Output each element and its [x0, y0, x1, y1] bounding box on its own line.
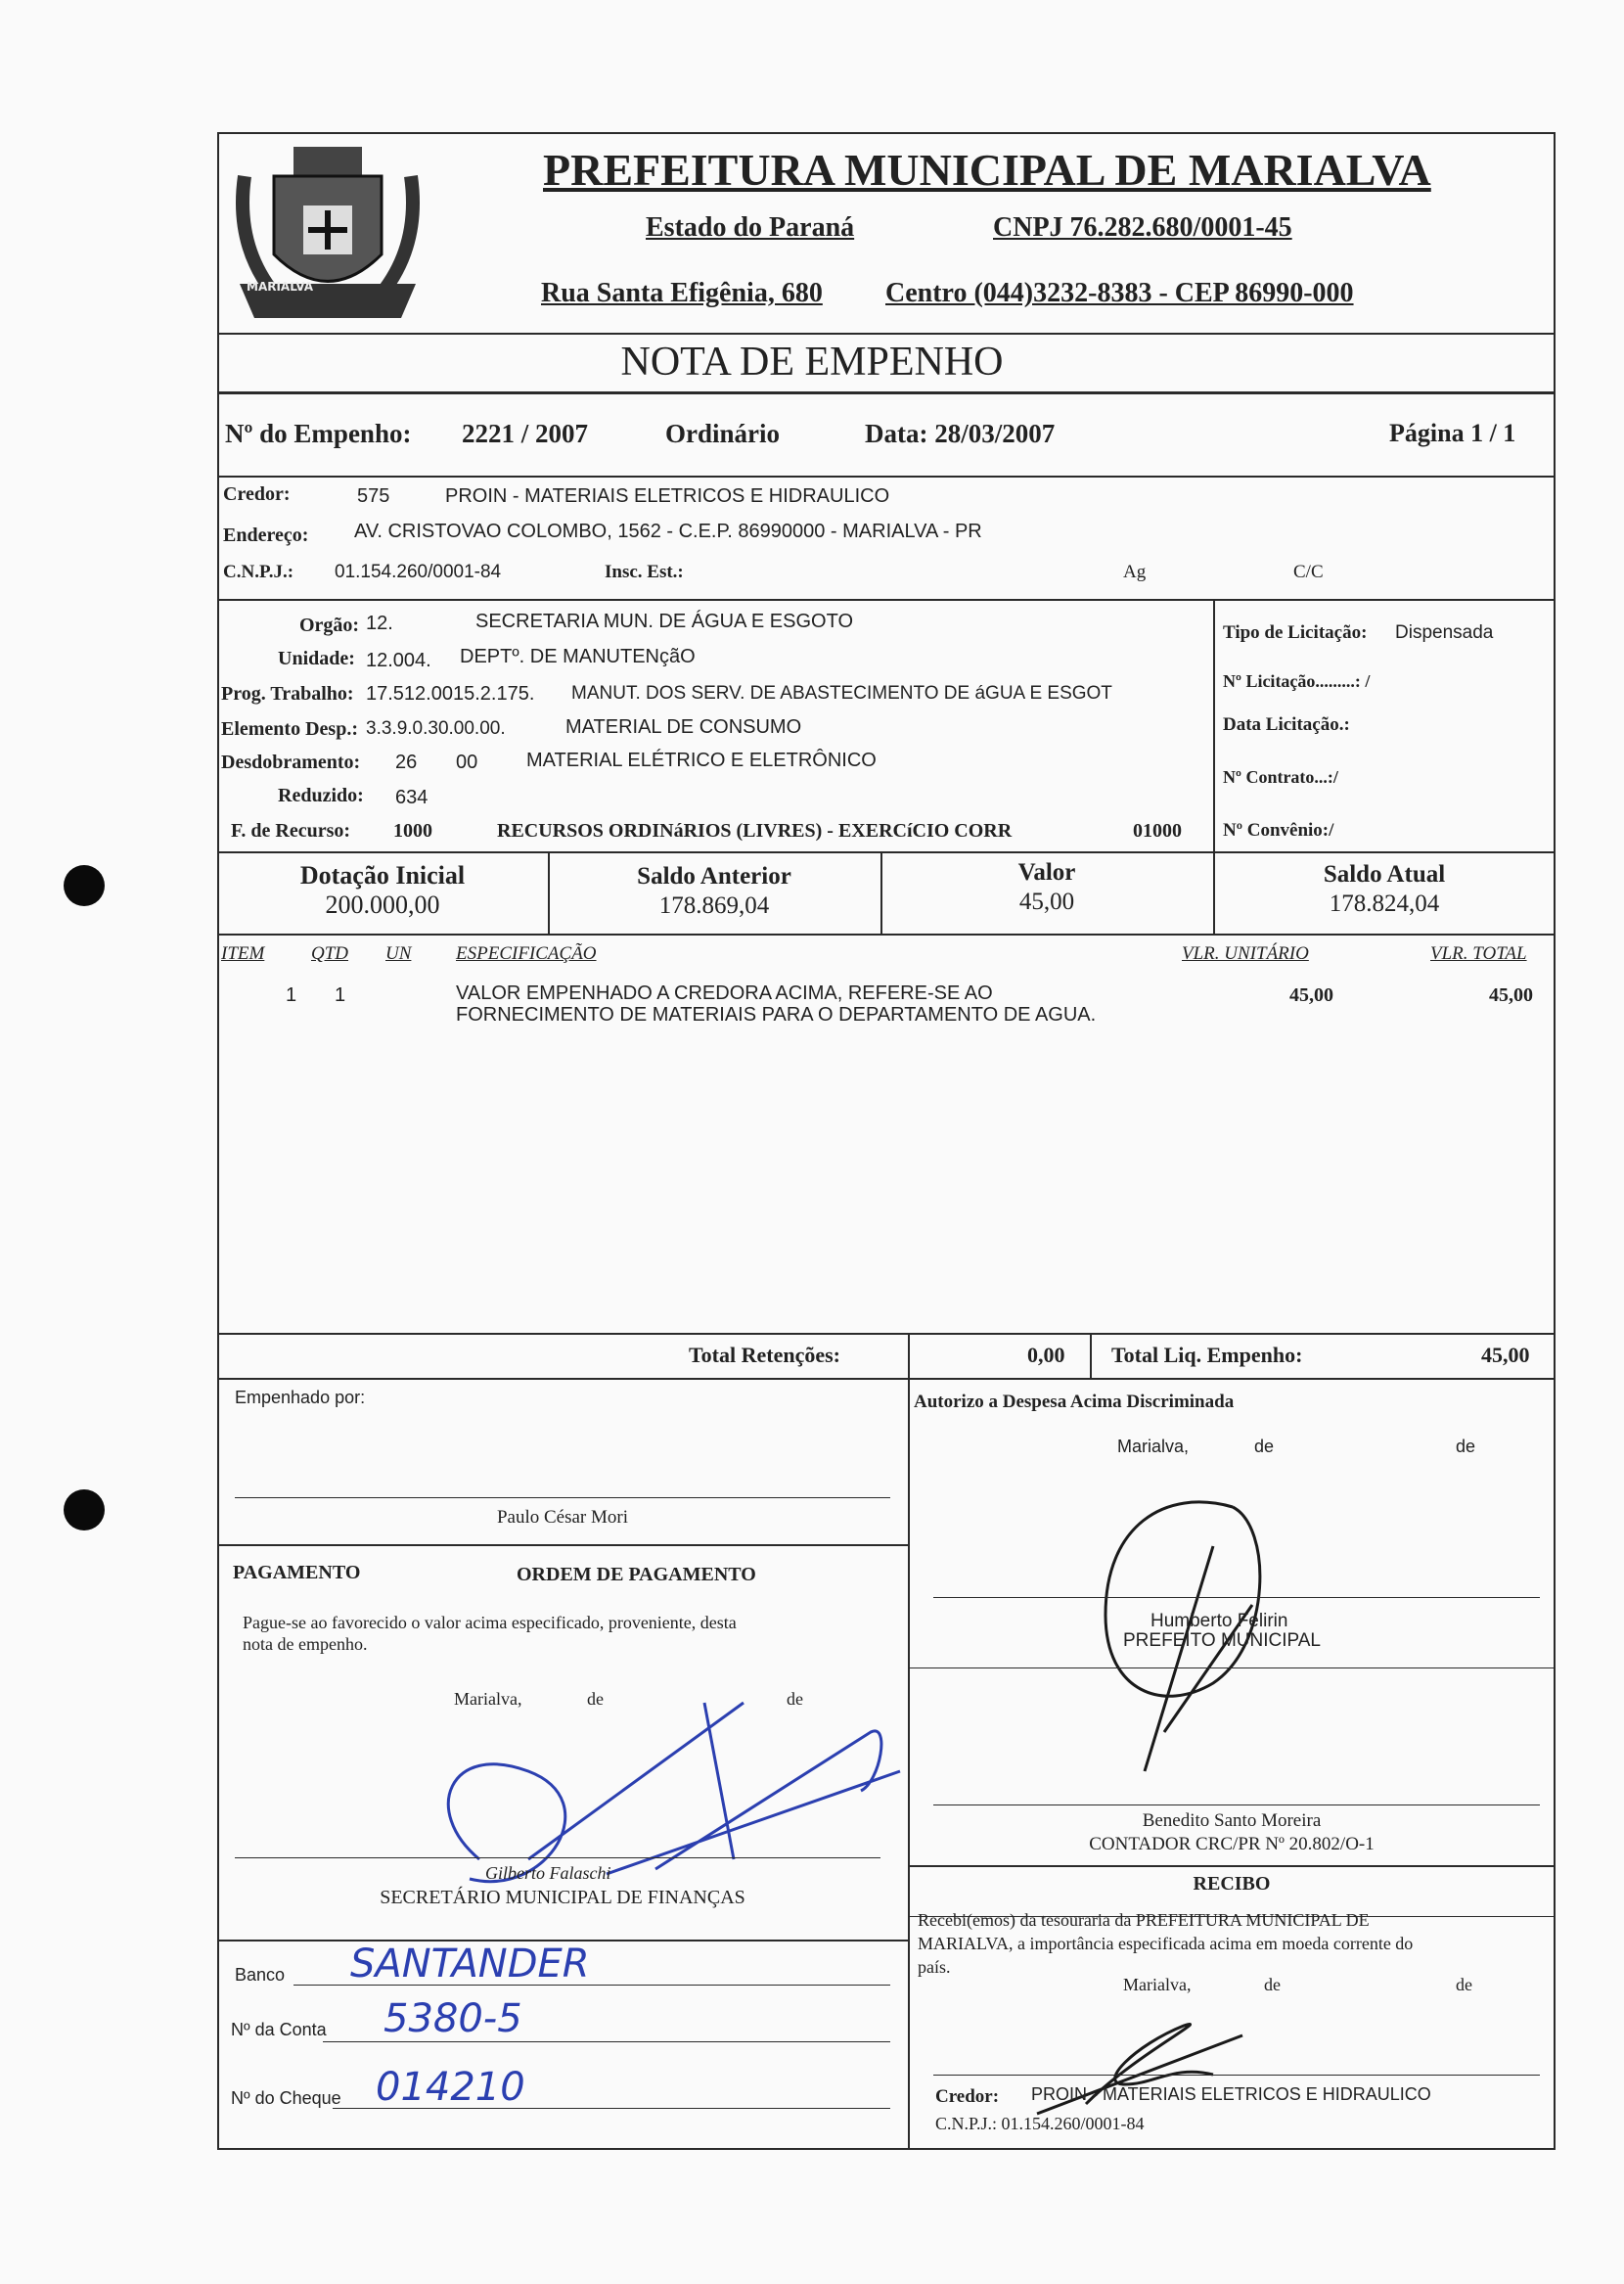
desdobramento-name: MATERIAL ELÉTRICO E ELETRÔNICO	[526, 750, 877, 771]
ordem-de-2: de	[787, 1689, 803, 1709]
fonte-recurso-code-2: 01000	[1133, 820, 1182, 842]
elemento-name: MATERIAL DE CONSUMO	[565, 716, 802, 738]
ordem-marialva: Marialva,	[454, 1689, 522, 1709]
desdobramento-code-1: 26	[395, 752, 418, 773]
insc-est-label: Insc. Est.:	[605, 562, 684, 582]
city-hall-title: PREFEITURA MUNICIPAL DE MARIALVA	[543, 145, 1431, 195]
fonte-recurso-name: RECURSOS ORDINáRIOS (LIVRES) - EXERCíCIO CORR	[497, 820, 1013, 842]
recibo-line-2: MARIALVA, a importância especificada acima em moeda corrente do	[918, 1934, 1414, 1953]
cheque-label: Nº do Cheque	[231, 2088, 341, 2108]
recibo-credor-name: PROIN - MATERIAIS ELETRICOS E HIDRAULICO	[1031, 2084, 1431, 2104]
saldo-anterior-value: 178.869,04	[658, 892, 770, 919]
recibo-line-1: Recebi(emos) da tesouraria da PREFEITURA MUNICIPAL DE	[918, 1910, 1370, 1930]
valor-label: Valor	[1017, 859, 1076, 886]
row-vlr-unitario: 45,00	[1289, 984, 1333, 1006]
empenho-date: Data: 28/03/2007	[865, 419, 1056, 448]
contador-cargo: CONTADOR CRC/PR Nº 20.802/O-1	[1089, 1834, 1375, 1854]
col-header-especificacao: ESPECIFICAÇÃO	[456, 943, 597, 964]
recibo-de-1: de	[1264, 1975, 1281, 1994]
autorizo-marialva: Marialva,	[1117, 1437, 1190, 1456]
reduzido-label: Reduzido:	[278, 785, 364, 806]
banco-value: SANTANDER	[350, 1941, 590, 1987]
total-retencoes-label: Total Retenções:	[689, 1343, 840, 1367]
row-vlr-total: 45,00	[1489, 984, 1533, 1006]
unidade-label: Unidade:	[278, 648, 355, 669]
credor-address: AV. CRISTOVAO COLOMBO, 1562 - C.E.P. 86990000 - MARIALVA - PR	[354, 521, 982, 542]
row-item: 1	[286, 984, 297, 1006]
crest-ribbon-text: MARIALVA	[247, 280, 313, 294]
pague-se-line-2: nota de empenho.	[243, 1634, 368, 1654]
valor-value: 45,00	[1018, 889, 1075, 915]
empenhado-por-nome: Paulo César Mori	[496, 1507, 629, 1528]
col-header-vlr-unitario: VLR. UNITÁRIO	[1182, 943, 1309, 964]
recibo-credor-cnpj: C.N.P.J.: 01.154.260/0001-84	[935, 2114, 1145, 2133]
dotacao-inicial-label: Dotação Inicial	[299, 861, 466, 890]
orgao-label: Orgão:	[299, 615, 360, 636]
recibo-marialva: Marialva,	[1123, 1975, 1192, 1994]
total-retencoes-value: 0,00	[1027, 1343, 1065, 1367]
empenho-number: 2221 / 2007	[462, 419, 589, 448]
data-licitacao: Data Licitação.:	[1223, 714, 1350, 735]
autorizo-de-1: de	[1254, 1437, 1275, 1456]
saldo-atual-value: 178.824,04	[1329, 891, 1440, 917]
fonte-recurso-label: F. de Recurso:	[231, 820, 351, 842]
numero-contrato: Nº Contrato...:/	[1223, 767, 1338, 787]
conta-value: 5380-5	[383, 1996, 522, 2041]
recibo-credor-label: Credor:	[935, 2086, 1000, 2107]
total-liquido-label: Total Liq. Empenho:	[1111, 1343, 1303, 1367]
city-address-contact: Centro (044)3232-8383 - CEP 86990-000	[885, 278, 1354, 308]
city-address: Rua Santa Efigênia, 680	[541, 278, 823, 308]
prog-trabalho-name: MANUT. DOS SERV. DE ABASTECIMENTO DE áGUA E ESGOT	[571, 683, 1112, 704]
recibo-line-3: país.	[918, 1957, 951, 1977]
banco-label: Banco	[235, 1965, 286, 1985]
financas-cargo: SECRETÁRIO MUNICIPAL DE FINANÇAS	[380, 1887, 745, 1908]
autorizo-heading: Autorizo a Despesa Acima Discriminada	[914, 1392, 1235, 1412]
state-name: Estado do Paraná	[646, 212, 855, 243]
financas-nome: Gilberto Falaschi	[485, 1863, 611, 1883]
credor-name: PROIN - MATERIAIS ELETRICOS E HIDRAULICO	[445, 485, 890, 507]
row-qtd: 1	[335, 984, 346, 1006]
reduzido-value: 634	[395, 787, 429, 808]
contador-nome: Benedito Santo Moreira	[1142, 1810, 1322, 1831]
endereco-label: Endereço:	[223, 525, 309, 546]
city-cnpj: CNPJ 76.282.680/0001-45	[993, 212, 1292, 243]
orgao-name: SECRETARIA MUN. DE ÁGUA E ESGOTO	[475, 611, 854, 632]
desdobramento-code-2: 00	[456, 752, 478, 773]
col-header-un: UN	[385, 943, 412, 964]
col-header-vlr-total: VLR. TOTAL	[1430, 943, 1527, 964]
fonte-recurso-code: 1000	[393, 820, 432, 842]
autorizo-de-2: de	[1456, 1437, 1476, 1456]
credor-code: 575	[357, 485, 390, 507]
row-especificacao-line-2: FORNECIMENTO DE MATERIAIS PARA O DEPARTAMENTO DE AGUA.	[456, 1004, 1097, 1026]
punch-hole-bottom	[64, 1489, 105, 1530]
elemento-label: Elemento Desp.:	[221, 718, 358, 740]
pague-se-line-1: Pague-se ao favorecido o valor acima especificado, proveniente, desta	[243, 1613, 737, 1632]
col-header-item: ITEM	[221, 943, 265, 964]
agency-label: Ag	[1123, 562, 1147, 582]
tipo-licitacao-value: Dispensada	[1395, 622, 1494, 643]
prefeito-cargo: PREFEITO MUNICIPAL	[1123, 1630, 1321, 1651]
recibo-de-2: de	[1456, 1975, 1472, 1994]
total-liquido-value: 45,00	[1481, 1343, 1530, 1367]
conta-label: Nº da Conta	[231, 2020, 327, 2039]
credor-cnpj: 01.154.260/0001-84	[335, 562, 502, 582]
ordem-pagamento-heading: ORDEM DE PAGAMENTO	[517, 1564, 756, 1585]
unidade-name: DEPTº. DE MANUTENçãO	[460, 646, 696, 667]
numero-licitacao: Nº Licitação.........: /	[1223, 671, 1371, 691]
row-especificacao-line-1: VALOR EMPENHADO A CREDORA ACIMA, REFERE-SE AO	[456, 982, 993, 1004]
empenhado-por-label: Empenhado por:	[235, 1388, 366, 1407]
empenho-type: Ordinário	[665, 419, 781, 448]
page-number: Página 1 / 1	[1389, 419, 1516, 447]
pagamento-heading: PAGAMENTO	[233, 1562, 361, 1583]
account-label: C/C	[1293, 562, 1324, 582]
dotacao-inicial-value: 200.000,00	[325, 891, 440, 919]
cnpj-label: C.N.P.J.:	[223, 562, 294, 582]
saldo-anterior-label: Saldo Anterior	[637, 863, 791, 890]
cheque-value: 014210	[376, 2065, 525, 2110]
credor-label: Credor:	[223, 483, 291, 505]
unidade-code: 12.004.	[366, 650, 431, 671]
recibo-heading: RECIBO	[1193, 1873, 1271, 1895]
numero-convenio: Nº Convênio:/	[1223, 820, 1334, 841]
prog-trabalho-code: 17.512.0015.2.175.	[366, 683, 535, 705]
orgao-code: 12.	[366, 613, 393, 634]
tipo-licitacao-label: Tipo de Licitação:	[1223, 622, 1368, 643]
punch-hole-top	[64, 865, 105, 906]
municipal-crest-icon	[235, 137, 421, 328]
empenho-number-label: Nº do Empenho:	[225, 419, 412, 448]
ordem-de-1: de	[587, 1689, 604, 1709]
elemento-code: 3.3.9.0.30.00.00.	[366, 718, 506, 739]
prog-trabalho-label: Prog. Trabalho:	[221, 683, 354, 705]
desdobramento-label: Desdobramento:	[221, 752, 361, 773]
document-title: NOTA DE EMPENHO	[620, 340, 1004, 385]
col-header-qtd: QTD	[311, 943, 349, 964]
saldo-atual-label: Saldo Atual	[1323, 861, 1446, 888]
prefeito-nome: Humberto Felirin	[1150, 1611, 1288, 1631]
